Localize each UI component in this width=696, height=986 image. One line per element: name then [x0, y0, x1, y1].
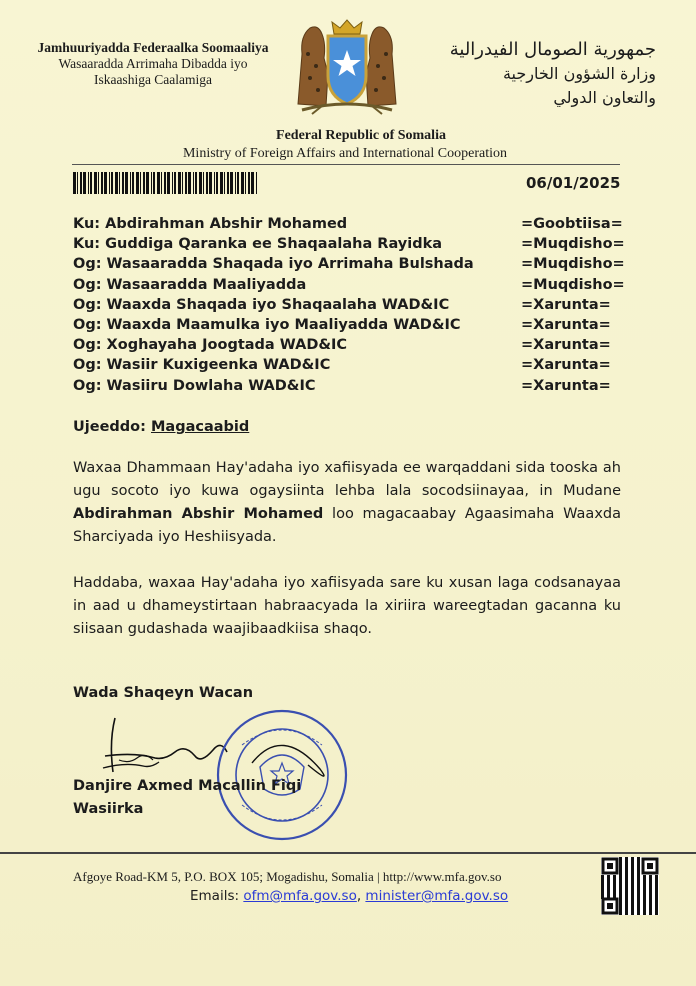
recipient-name: Ku: Abdirahman Abshir Mohamed — [73, 216, 348, 232]
letter-date: 06/01/2025 — [526, 174, 621, 192]
recipient-row — [73, 256, 633, 276]
official-stamp-icon — [212, 705, 352, 845]
header-somali — [18, 40, 288, 88]
recipient-list — [73, 216, 633, 398]
header-arabic-line3: والتعاون الدولي — [553, 88, 656, 107]
header-divider — [72, 164, 620, 165]
recipient-name: Og: Xoghayaha Joogtada WAD&IC — [73, 337, 348, 354]
recipient-location: =Xarunta= — [521, 357, 611, 374]
recipient-name: Ku: Guddiga Qaranka ee Shaqaalaha Rayidka — [73, 236, 443, 253]
closing-line: Wada Shaqeyn Wacan — [73, 685, 254, 701]
body-paragraph-1 — [73, 457, 621, 549]
header-arabic-line1: جمهورية الصومال الفيدرالية — [449, 39, 656, 60]
paragraph1-after: loo magacaabay Agaasimaha Waaxda Sharciyada iyo Heshiisyada. — [73, 506, 621, 545]
recipient-row — [73, 216, 633, 236]
subject-label: Ujeeddo: — [73, 419, 146, 435]
republic-name: Federal Republic of Somalia — [276, 128, 446, 143]
email-separator: , — [356, 888, 362, 904]
recipient-location: =Xarunta= — [521, 296, 611, 313]
barcode-icon — [73, 172, 259, 200]
header-arabic — [426, 38, 656, 110]
body-paragraph-2: Haddaba, waxaa Hay'adaha iyo xafiisyada sare ku xusan laga codsanayaa in aad u dhameystirtaan habraacyada la xiriira wareegtadan gacanna ku siisaan gudashada waajibaadkiisa shaqo. — [73, 575, 621, 637]
signature-icon — [95, 712, 230, 782]
recipient-row — [73, 357, 633, 377]
recipient-name: Og: Wasaaradda Maaliyadda — [73, 276, 307, 293]
email-link-ofm[interactable]: ofm@mfa.gov.so — [243, 888, 357, 904]
recipient-name: Og: Waaxda Shaqada iyo Shaqaalaha WAD&IC — [73, 296, 450, 313]
appointee-name: Abdirahman Abshir Mohamed — [73, 506, 324, 522]
footer-divider — [0, 852, 696, 854]
header-english — [0, 128, 696, 162]
recipient-row — [73, 277, 633, 297]
recipient-row — [73, 317, 633, 337]
recipient-row — [73, 236, 633, 256]
recipient-location: =Xarunta= — [521, 337, 611, 354]
recipient-location: =Xarunta= — [521, 377, 611, 394]
header-somali-line1: Jamhuuriyadda Federaalka Soomaaliya — [37, 40, 269, 55]
recipient-name: Og: Wasaaradda Shaqada iyo Arrimaha Bulshada — [73, 256, 474, 273]
recipient-location: =Muqdisho= — [521, 256, 625, 273]
qr-code-icon[interactable] — [601, 857, 659, 915]
footer-address: Afgoye Road-KM 5, P.O. BOX 105; Mogadishu, Somalia | http://www.mfa.gov.so — [73, 869, 502, 884]
minister-name: Danjire Axmed Macallin Fiqi — [73, 778, 302, 794]
recipient-row — [73, 297, 633, 317]
emails-label: Emails: — [190, 888, 240, 904]
ministry-name: Ministry of Foreign Affairs and International Cooperation — [182, 146, 507, 161]
recipient-name: Og: Wasiiru Dowlaha WAD&IC — [73, 377, 316, 394]
minister-title: Wasiirka — [73, 801, 144, 817]
email-link-minister[interactable]: minister@mfa.gov.so — [365, 888, 509, 904]
recipient-location: =Goobtiisa= — [521, 216, 623, 232]
header-arabic-line2: وزارة الشؤون الخارجية — [502, 64, 656, 83]
recipient-location: =Muqdisho= — [521, 236, 625, 253]
footer-emails — [190, 888, 508, 904]
subject-value: Magacaabid — [151, 419, 250, 435]
recipient-location: =Xarunta= — [521, 316, 611, 333]
recipient-location: =Muqdisho= — [521, 276, 625, 293]
header-somali-line3: Iskaashiga Caalamiga — [93, 72, 213, 87]
recipient-row — [73, 337, 633, 357]
recipient-row — [73, 378, 633, 398]
header-somali-line2: Wasaaradda Arrimaha Dibadda iyo — [58, 56, 248, 71]
recipient-name: Og: Waaxda Maamulka iyo Maaliyadda WAD&IC — [73, 316, 461, 333]
paragraph1-before: Waxaa Dhammaan Hay'adaha iyo xafiisyada ee warqaddani sida tooska ah ugu socoto iyo kuwa ogaysiinta lehba lala socodsiinayaa, in Mudane — [73, 460, 621, 499]
recipient-name: Og: Wasiir Kuxigeenka WAD&IC — [73, 357, 331, 374]
somalia-coat-of-arms-icon — [288, 14, 406, 118]
subject-line — [73, 419, 249, 435]
